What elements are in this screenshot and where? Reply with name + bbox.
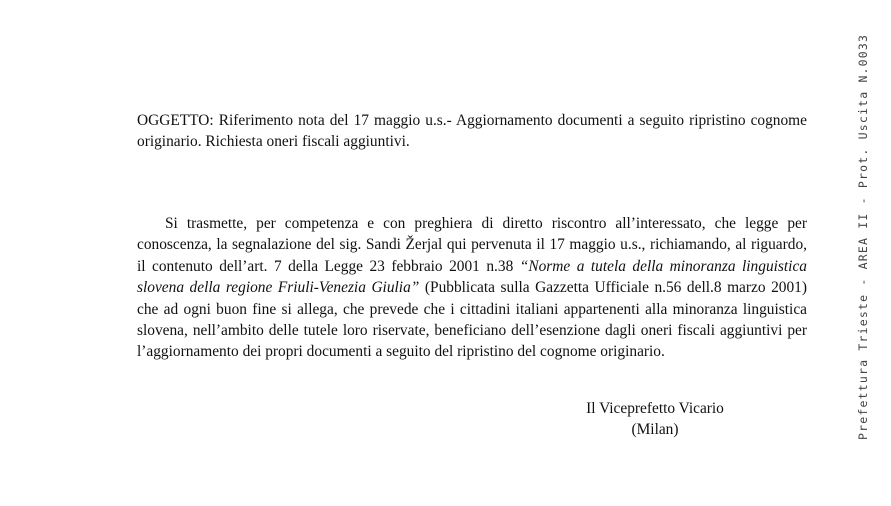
subject-paragraph <box>137 110 807 152</box>
subject-label: OGGETTO: <box>137 112 214 129</box>
body-text-part2: (Pubblicata sulla Gazzetta Ufficiale n.56 dell.8 marzo 2001) che ad ogni buon fine si allega, che prevede che i cittadini italiani appartenenti alla minoranza linguistica slovena, nell’ambito delle tutele loro riservate, beneficiano dell’esenzione dagli oneri fiscali aggiuntivi per l’aggiornamento dei propri documenti a seguito del ripristino del cognome originario. <box>137 279 807 361</box>
protocol-stamp: Prefettura Trieste - AREA II - Prot. Uscita N.0033 <box>856 33 870 440</box>
law-title-italic: “Norme a tutela della minoranza linguistica slovena della regione Friuli-Venezia Giulia” <box>137 257 807 297</box>
signature-title: Il Viceprefetto Vicario <box>586 400 724 417</box>
signature-name: (Milan) <box>631 421 679 438</box>
body-text-part1: Si trasmette, per competenza e con preghiera di diretto riscontro all’interessato, che legge per conoscenza, la segnalazione del sig. Sandi Žerjal qui pervenuta il 17 maggio u.s., richiamando, al riguardo, il contenuto dell’art. 7 della Legge 23 febbraio 2001 n.38 <box>137 215 807 275</box>
subject-text: Riferimento nota del 17 maggio u.s.- Aggiornamento documenti a seguito ripristino cognome originario. Richiesta oneri fiscali aggiuntivi. <box>137 112 807 150</box>
body-paragraph <box>137 213 807 363</box>
signature-block <box>555 398 755 440</box>
